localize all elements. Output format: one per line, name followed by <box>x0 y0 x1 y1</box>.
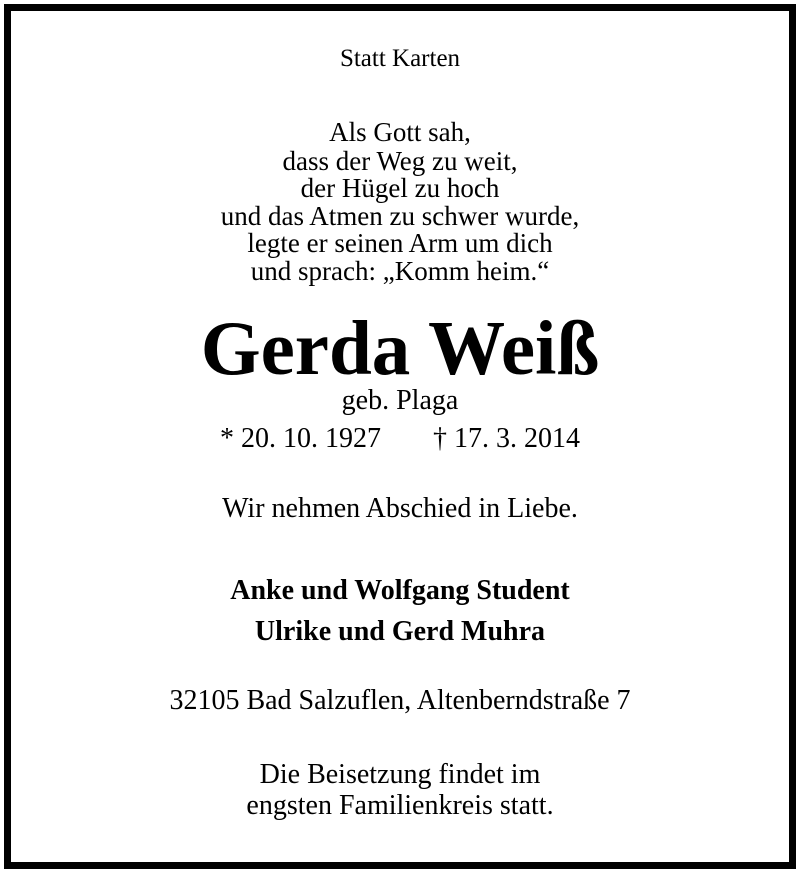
poem-line-2: dass der Weg zu weit, <box>282 146 518 176</box>
statt-karten-heading: Statt Karten <box>339 45 461 72</box>
poem-line-6: und sprach: „Komm heim.“ <box>250 256 550 286</box>
birth-date: * 20. 10. 1927 <box>220 423 381 454</box>
birth-name: geb. Plaga <box>341 385 459 416</box>
death-date: † 17. 3. 2014 <box>433 423 580 454</box>
burial-notice-line-2: engsten Familienkreis statt. <box>246 790 554 821</box>
poem-line-3: der Hügel zu hoch <box>300 173 500 203</box>
poem-line-5: legte er seinen Arm um dich <box>247 228 553 258</box>
poem-line-4: und das Atmen zu schwer wurde, <box>220 201 580 231</box>
mourner-line-2: Ulrike und Gerd Muhra <box>254 616 546 647</box>
deceased-name: Gerda Weiß <box>200 305 600 391</box>
poem-line-1: Als Gott sah, <box>329 117 471 147</box>
family-address: 32105 Bad Salzuflen, Altenberndstraße 7 <box>169 685 631 716</box>
burial-notice-line-1: Die Beisetzung findet im <box>259 759 541 790</box>
mourner-line-1: Anke und Wolfgang Student <box>230 575 570 606</box>
life-dates <box>0 422 800 456</box>
farewell-text: Wir nehmen Abschied in Liebe. <box>222 493 578 524</box>
